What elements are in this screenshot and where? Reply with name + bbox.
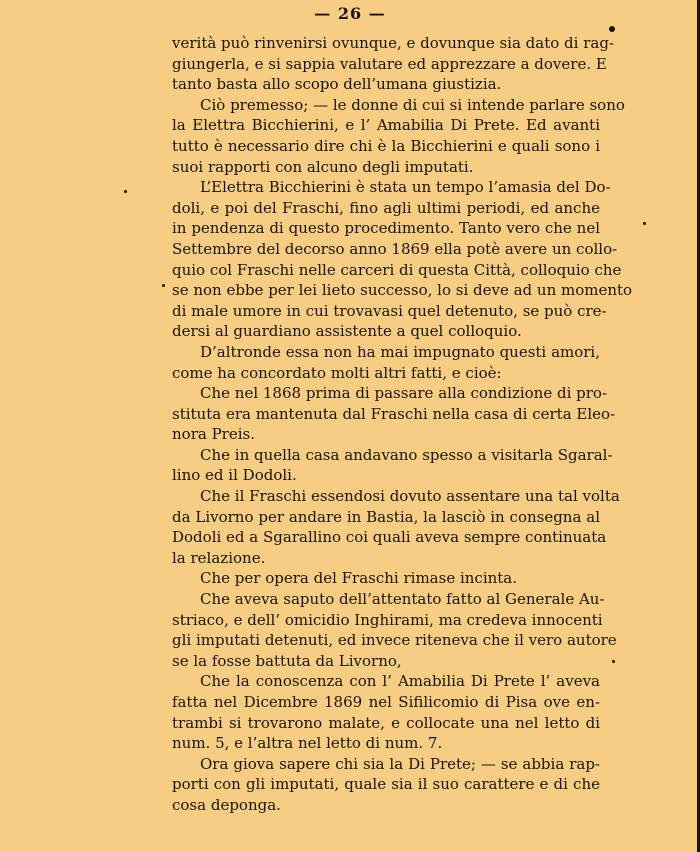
text-line: gli imputati detenuti, ed invece riteneva che il vero autore [172,631,617,650]
text-line: quio col Fraschi nelle carceri di questa Città, colloquio che [172,260,622,279]
text-line: verità può rinvenirsi ovunque, e dovunque sia dato di rag- [172,34,615,52]
text-line: in pendenza di questo procedimento. Tanto vero che nel [172,219,600,238]
paragraph [172,177,633,342]
text-line: D’altronde essa non ha mai impugnato questi amori, [200,342,600,361]
text-line: cosa deponga. [172,795,281,814]
text-line: se non ebbe per lei lieto successo, lo si deve ad un momento [172,281,633,300]
text-line: L’Elettra Bicchierini è stata un tempo l’amasia del Do- [200,178,611,197]
text-line: Che il Fraschi essendosi dovuto assentare una tal volta [200,487,620,506]
text-line: Che in quella casa andavano spesso a visitarla Sgaral- [200,445,613,464]
text-line: tutto è necessario dire chi è la Bicchierini e quali sono i [172,136,600,155]
text-line: come ha concordato molti altri fatti, e cioè: [172,363,502,382]
paragraph [172,671,600,753]
paragraph [172,445,613,486]
text-line: la Elettra Bicchierini, e l’ Amabilia Di Prete. Ed avanti [172,116,600,135]
paragraph [172,342,600,383]
paragraph [172,95,625,177]
text-line: suoi rapporti con alcuno degli imputati. [172,157,474,176]
text-line: Ora giova sapere chi sia la Di Prete; — se abbia rap- [200,754,600,773]
ink-speck [162,284,165,287]
text-line: la relazione. [172,548,266,567]
paragraph [172,568,600,589]
text-line: da Livorno per andare in Bastia, la lasciò in consegna al [172,507,600,526]
paragraph [172,383,616,445]
paragraph [172,486,620,568]
text-line: striaco, e dell’ omicidio Inghirami, ma credeva innocenti [172,610,603,629]
ink-speck [612,660,615,663]
page-number: — 26 — [314,4,386,23]
text-line: porti con gli imputati, quale sia il suo carattere e di che [172,775,600,794]
text-line: Che la conoscenza con l’ Amabilia Di Prete l’ aveva [200,672,600,691]
text-line: Ciò premesso; — le donne di cui si intende parlare sono [200,95,625,114]
text-line: Che aveva saputo dell’attentato fatto al Generale Au- [200,590,605,609]
text-line: stituta era mantenuta dal Fraschi nella casa di certa Eleo- [172,404,616,423]
text-line: se la fosse battuta da Livorno, [172,651,402,670]
text-line: Dodoli ed a Sgarallino coi quali aveva sempre continuata [172,528,607,547]
text-line: trambi si trovarono malate, e collocate una nel letto di [172,713,600,732]
text-line: tanto basta allo scopo dell’umana giustizia. [172,75,502,94]
ink-speck [609,26,615,32]
text-line: giungerla, e si sappia valutare ed apprezzare a dovere. E [172,54,607,73]
paragraph [172,33,615,95]
text-line: Che nel 1868 prima di passare alla condizione di pro- [200,384,608,403]
paragraph [172,754,600,816]
paragraph [172,589,617,671]
text-line: num. 5, e l’altra nel letto di num. 7. [172,734,443,753]
ink-speck [643,222,646,225]
text-line: Settembre del decorso anno 1869 ella potè avere un collo- [172,239,618,258]
text-line: dersi al guardiano assistente a quel colloquio. [172,322,522,341]
body-text [172,33,633,816]
text-line: lino ed il Dodoli. [172,466,297,485]
text-line: fatta nel Dicembre 1869 nel Sifilicomio di Pisa ove en- [172,693,600,711]
ink-speck [124,190,127,193]
text-line: di male umore in cui trovavasi quel detenuto, se può cre- [172,301,607,320]
text-line: doli, e poi del Fraschi, fino agli ultimi periodi, ed anche [172,198,600,217]
text-line: nora Preis. [172,425,255,444]
text-line: Che per opera del Fraschi rimase incinta. [200,569,518,588]
